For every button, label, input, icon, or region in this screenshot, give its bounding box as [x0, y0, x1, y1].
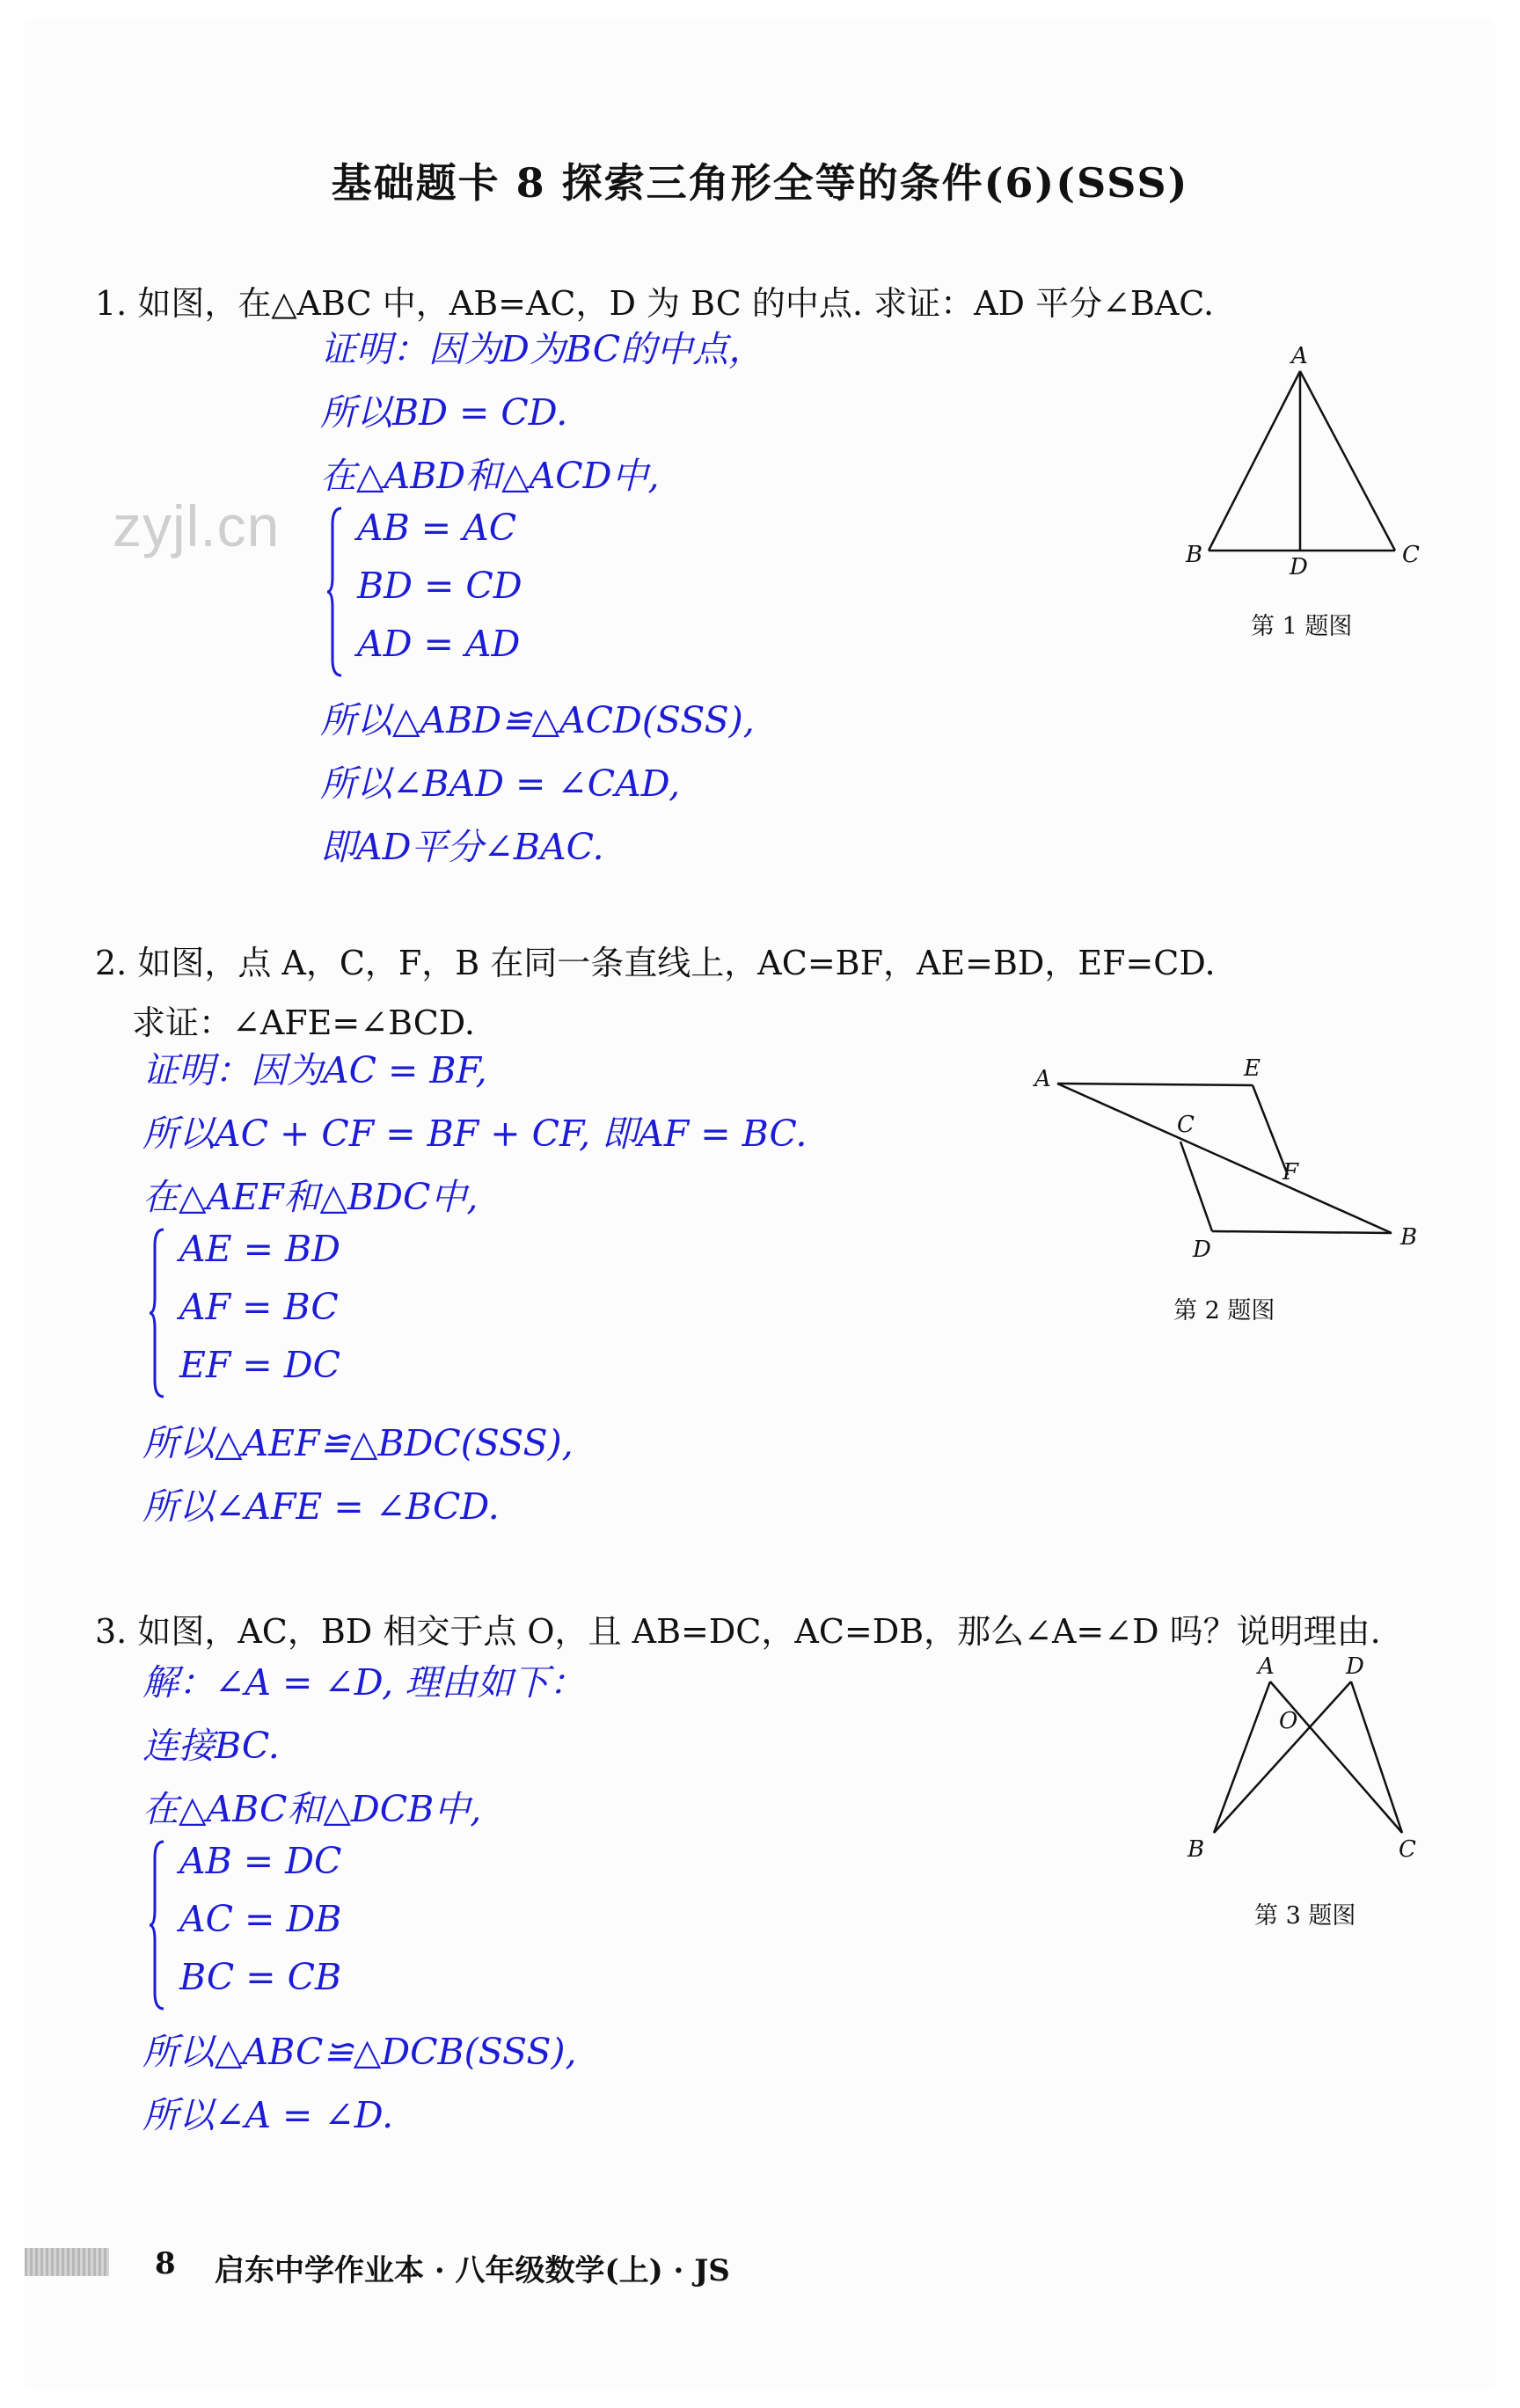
q2-equation-system [150, 1228, 431, 1398]
q3-equation-system [150, 1840, 431, 2010]
figure-3 [1179, 1653, 1443, 1944]
fig2-label-d: D [1193, 1237, 1211, 1263]
fig1-label-d: D [1290, 554, 1308, 580]
question-2-prove: 求证：∠AFE=∠BCD. [132, 1003, 475, 1042]
fig2-label-c: C [1177, 1112, 1195, 1138]
q1-answer-line-3: 在△ABD和△ACD中, [320, 455, 660, 497]
watermark: zyjl.cn [113, 493, 281, 558]
q2-answer-line-2: 所以AC + CF = BF + CF, 即AF = BC. [142, 1113, 808, 1155]
figure-1-caption: 第 1 题图 [1251, 613, 1353, 640]
q1-equation-3: AD = AD [357, 623, 521, 665]
q2-equation-2: AF = BC [179, 1286, 339, 1328]
q3-equation-1: AB = DC [179, 1840, 342, 1882]
q1-conclusion-3: 即AD平分∠BAC. [320, 826, 604, 868]
figure-1 [1179, 343, 1443, 651]
fig3-label-a: A [1258, 1653, 1275, 1680]
q2-conclusion-2: 所以∠AFE = ∠BCD. [142, 1485, 500, 1528]
q1-conclusion-2: 所以∠BAD = ∠CAD, [320, 763, 681, 805]
q2-equation-1: AE = BD [179, 1228, 340, 1270]
fig3-label-c: C [1399, 1836, 1416, 1863]
fig2-label-b: B [1400, 1224, 1418, 1251]
figure-2-caption: 第 2 题图 [1173, 1297, 1275, 1324]
left-brace-icon [327, 507, 343, 677]
q3-equation-3: BC = CB [179, 1956, 342, 1998]
q3-answer-line-3: 在△ABC和△DCB中, [142, 1788, 482, 1830]
left-brace-icon [150, 1840, 165, 2010]
q2-answer-line-3: 在△AEF和△BDC中, [142, 1176, 479, 1218]
fig3-label-o: O [1279, 1708, 1298, 1734]
question-1-text: 1. 如图，在△ABC 中，AB=AC，D 为 BC 的中点. 求证：AD 平分∠BAC. [95, 284, 1215, 323]
q1-equation-1: AB = AC [357, 507, 517, 549]
q2-equation-3: EF = DC [179, 1344, 341, 1386]
triangle-abc-diagram [1179, 343, 1443, 572]
footer-decoration-bar [25, 2248, 109, 2276]
q3-conclusion-1: 所以△ABC≌△DCB(SSS), [142, 2031, 577, 2073]
q3-answer-line-1: 解：∠A = ∠D, 理由如下： [142, 1661, 586, 1704]
quadrilateral-line-diagram [1027, 1055, 1441, 1266]
fig3-label-b: B [1188, 1836, 1205, 1863]
fig1-label-c: C [1402, 542, 1420, 568]
fig1-label-b: B [1186, 542, 1203, 568]
book-title: 启东中学作业本 · 八年级数学(上) · JS [215, 2253, 730, 2288]
figure-2 [1027, 1055, 1441, 1337]
fig2-label-e: E [1244, 1055, 1261, 1082]
q3-equation-2: AC = DB [179, 1898, 342, 1940]
page-title: 基础题卡 8 探索三角形全等的条件(6)(SSS) [331, 159, 1189, 207]
q1-conclusion-1: 所以△ABD≌△ACD(SSS), [320, 699, 755, 741]
fig3-label-d: D [1346, 1653, 1364, 1680]
q1-answer-line-2: 所以BD = CD. [320, 391, 568, 434]
question-3-text: 3. 如图，AC，BD 相交于点 O，且 AB=DC，AC=DB，那么∠A=∠D 吗？说明理由. [95, 1612, 1381, 1651]
left-brace-icon [150, 1228, 165, 1398]
fig2-label-a: A [1034, 1066, 1051, 1092]
page-number: 8 [155, 2246, 176, 2281]
question-2-text: 2. 如图，点 A，C，F，B 在同一条直线上，AC=BF，AE=BD，EF=CD. [95, 944, 1216, 982]
fig2-label-f: F [1282, 1159, 1299, 1186]
q1-equation-2: BD = CD [357, 565, 522, 607]
q3-answer-line-2: 连接BC. [142, 1725, 280, 1767]
q1-answer-line-1: 证明：因为D为BC的中点， [320, 328, 765, 370]
fig1-label-a: A [1291, 343, 1308, 369]
q1-equation-system [327, 507, 609, 677]
q2-conclusion-1: 所以△AEF≌△BDC(SSS), [142, 1422, 574, 1464]
figure-3-caption: 第 3 题图 [1254, 1902, 1356, 1930]
q3-conclusion-2: 所以∠A = ∠D. [142, 2094, 394, 2136]
q2-answer-line-1: 证明：因为AC = BF, [142, 1049, 487, 1091]
